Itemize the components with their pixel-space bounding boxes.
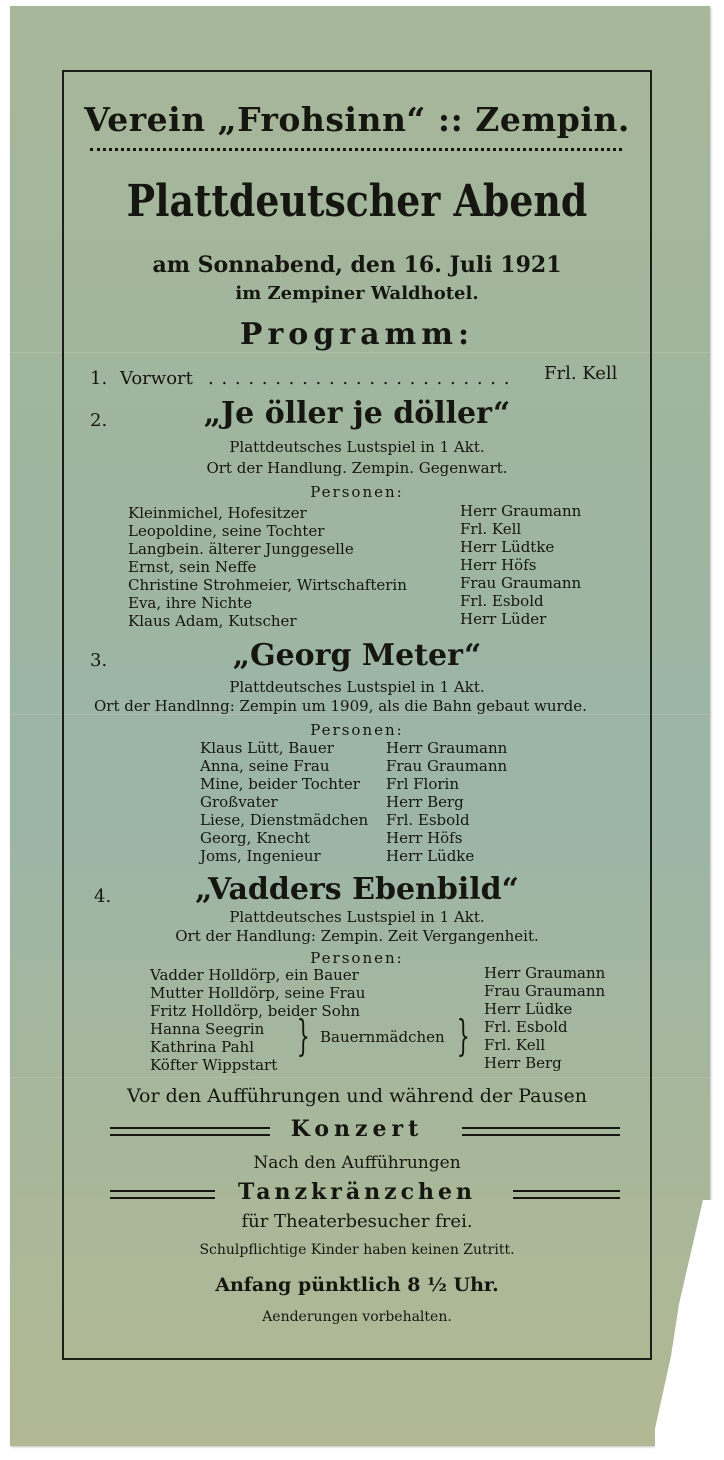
cast-role: Anna, seine Frau [200,757,330,775]
cast-actor: Frl. Esbold [460,592,544,610]
nach-line: Nach den Aufführungen [253,1153,461,1173]
cast-role: Köfter Wippstart [150,1056,278,1074]
play-title: „Georg Meter“ [232,638,482,673]
cast-role: Eva, ihre Nichte [128,594,253,612]
item-number: 4. [94,886,112,907]
date-line: am Sonnabend, den 16. Juli 1921 [152,252,562,278]
play-setting: Ort der Handlung: Zempin. Zeit Vergangenheit. [175,927,539,945]
cast-actor: Herr Lüdke [484,1000,573,1018]
play-setting: Ort der Handlnng: Zempin um 1909, als die Bahn gebaut wurde. [94,697,587,715]
dot-leader: . . . . . . . . . . . . . . . . . . . . . . . [208,368,511,389]
cast-actor: Herr Höfs [460,556,537,574]
cast-actor: Frl. Esbold [386,811,470,829]
cast-actor: Herr Lüdtke [460,538,555,556]
cast-role: Vadder Holldörp, ein Bauer [150,966,359,984]
play-setting: Ort der Handlung. Zempin. Gegenwart. [206,459,508,477]
cast-actor: Frl. Esbold [484,1018,568,1036]
kinder-line: Schulpflichtige Kinder haben keinen Zutritt. [199,1242,515,1258]
cast-actor: Herr Lüder [460,610,547,628]
cast-role: Kathrina Pahl [150,1038,254,1056]
venue-line: im Zempiner Waldhotel. [235,283,479,304]
cast-actor: Frl Florin [386,775,460,793]
personen-heading: Personen: [310,483,404,501]
cast-actor: Herr Berg [386,793,464,811]
cast-role: Kleinmichel, Hofesitzer [128,504,307,522]
cast-role: Georg, Knecht [200,829,311,847]
cast-actor: Frl. Kell [484,1036,546,1054]
page-title: Plattdeutscher Abend [126,176,588,227]
cast-role: Christine Strohmeier, Wirtschafterin [128,576,407,594]
cast-actor: Herr Graumann [460,502,582,520]
tanz-subline: für Theaterbesucher frei. [241,1211,473,1232]
item-number: 1. [90,368,108,389]
cast-role: Liese, Dienstmädchen [200,811,369,829]
brace-left: } [296,1011,311,1060]
cast-role: Ernst, sein Neffe [128,558,257,576]
cast-role: Mine, beider Tochter [200,775,360,793]
changes-note: Aenderungen vorbehalten. [262,1309,452,1325]
play-subtitle: Plattdeutsches Lustspiel in 1 Akt. [229,908,485,926]
cast-role: Klaus Lütt, Bauer [200,739,334,757]
play-title: „Je öller je döller“ [203,396,511,431]
tanz-heading: Tanzkränzchen [238,1179,476,1205]
cast-actor: Herr Berg [484,1054,562,1072]
group-label: Bauernmädchen [320,1028,445,1046]
cast-role: Fritz Holldörp, beider Sohn [150,1002,361,1020]
cast-role: Langbein. älterer Junggeselle [128,540,354,558]
cast-actor: Frau Graumann [386,757,508,775]
cast-actor: Herr Höfs [386,829,463,847]
cast-role: Leopoldine, seine Tochter [128,522,325,540]
play-title: „Vadders Ebenbild“ [195,872,519,907]
rule [513,1190,620,1199]
cast-role: Joms, Ingenieur [200,847,321,865]
cast-actor: Frau Graumann [484,982,606,1000]
item-number: 2. [90,410,108,431]
personen-heading: Personen: [310,721,404,739]
cast-role: Großvater [200,793,278,811]
cast-role: Klaus Adam, Kutscher [128,612,297,630]
brace-right: } [456,1011,471,1060]
item-number: 3. [90,650,108,671]
play-subtitle: Plattdeutsches Lustspiel in 1 Akt. [229,678,485,696]
rule [462,1127,620,1136]
item-performer: Frl. Kell [544,363,618,384]
item-title: Vorwort [120,368,193,389]
cast-role: Hanna Seegrin [150,1020,265,1038]
society-header: Verein „Frohsinn“ :: Zempin. [84,100,630,139]
cast-actor: Herr Lüdke [386,847,475,865]
cast-actor: Frl. Kell [460,520,522,538]
pause-line: Vor den Aufführungen und während der Pausen [127,1085,587,1107]
cast-actor: Frau Graumann [460,574,582,592]
personen-heading: Personen: [310,949,404,967]
play-subtitle: Plattdeutsches Lustspiel in 1 Akt. [229,438,485,456]
cast-role: Mutter Holldörp, seine Frau [150,984,366,1002]
cast-actor: Herr Graumann [484,964,606,982]
start-time-line: Anfang pünktlich 8 ½ Uhr. [215,1274,499,1296]
konzert-heading: Konzert [290,1116,424,1142]
cast-actor: Herr Graumann [386,739,508,757]
programm-heading: Programm: [239,317,475,352]
header-divider [90,148,622,151]
